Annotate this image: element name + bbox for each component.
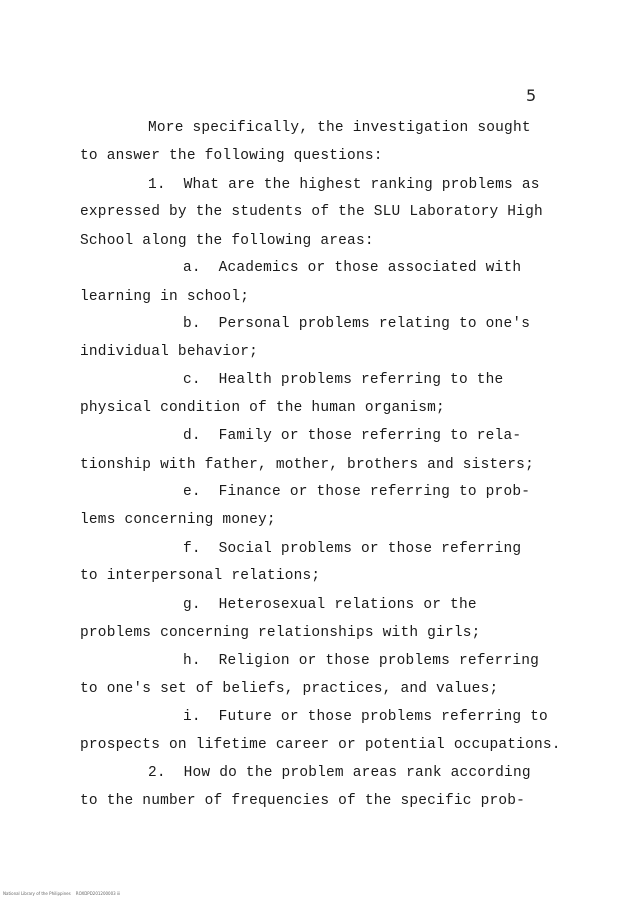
text-line: physical condition of the human organism;	[80, 400, 445, 416]
text-line: a. Academics or those associated with	[183, 260, 522, 276]
text-line: School along the following areas:	[80, 233, 374, 249]
text-line: i. Future or those problems referring to	[183, 709, 548, 725]
text-line: f. Social problems or those referring	[183, 541, 522, 557]
text-line: to answer the following questions:	[80, 148, 383, 164]
text-line: 1. What are the highest ranking problems as	[148, 177, 540, 193]
text-line: to one's set of beliefs, practices, and values;	[80, 681, 499, 697]
text-line: e. Finance or those referring to prob-	[183, 484, 531, 500]
text-line: to the number of frequencies of the specific prob-	[80, 793, 526, 809]
text-line: expressed by the students of the SLU Laboratory High	[80, 204, 543, 220]
text-line: lems concerning money;	[80, 512, 276, 528]
text-line: b. Personal problems relating to one's	[183, 316, 531, 332]
text-line: h. Religion or those problems referring	[183, 653, 540, 669]
text-line: c. Health problems referring to the	[183, 372, 504, 388]
text-line: More specifically, the investigation sought	[148, 120, 531, 136]
text-line: learning in school;	[80, 289, 250, 305]
text-line: individual behavior;	[80, 344, 259, 360]
text-line: g. Heterosexual relations or the	[183, 597, 477, 613]
text-line: problems concerning relationships with girls;	[80, 625, 481, 641]
text-line: prospects on lifetime career or potential occupations.	[80, 737, 561, 753]
text-line: d. Family or those referring to rela-	[183, 428, 522, 444]
text-line: 2. How do the problem areas rank according	[148, 765, 531, 781]
text-line: to interpersonal relations;	[80, 568, 321, 584]
text-line: tionship with father, mother, brothers and sisters;	[80, 457, 534, 473]
page-number: 5	[526, 86, 537, 105]
archive-footer: National Library of the Philippines ROXDPD201200003 iii	[3, 891, 121, 896]
